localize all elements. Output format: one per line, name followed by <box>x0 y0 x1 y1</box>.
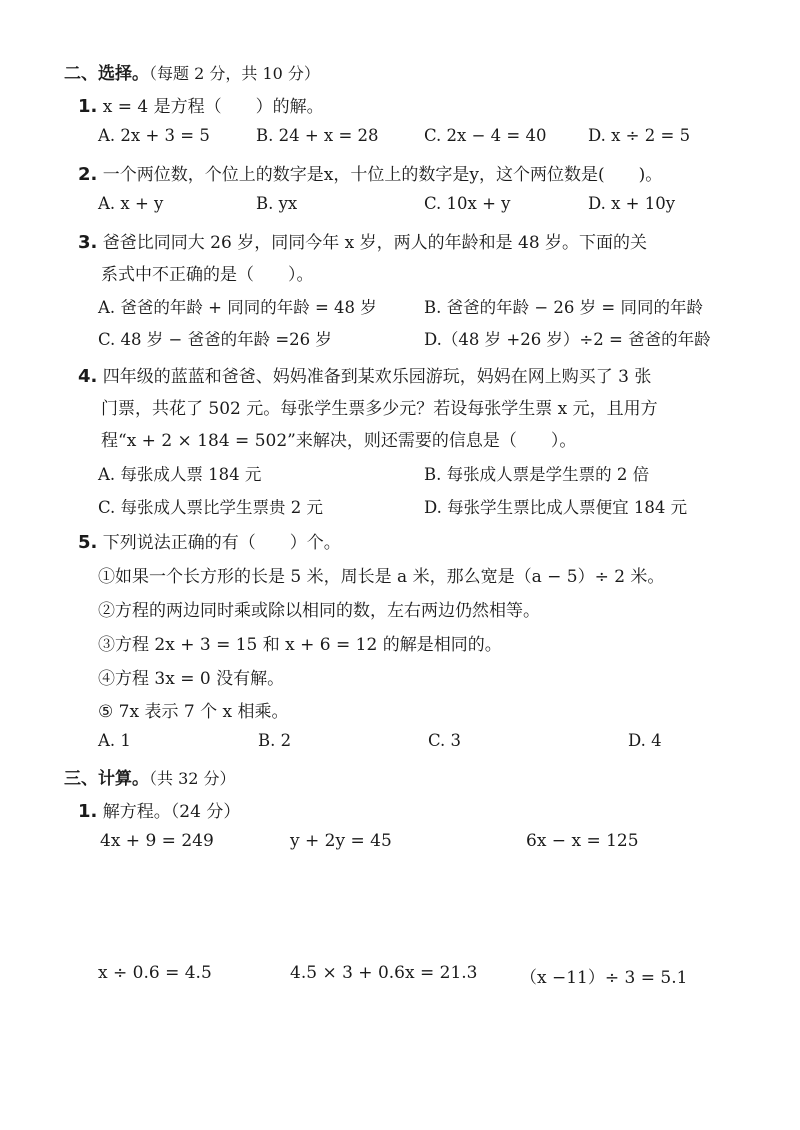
question-number: 3. <box>78 232 98 253</box>
question-number: 1. <box>78 801 98 822</box>
statement-2: ②方程的两边同时乘或除以相同的数，左右两边仍然相等。 <box>98 601 540 621</box>
option-a: A. 爸爸的年龄 + 同同的年龄 = 48 岁 <box>98 298 377 317</box>
section-3-header <box>64 764 236 789</box>
question-text: 一个两位数，个位上的数字是x，十位上的数字是y，这个两位数是( )。 <box>102 165 663 185</box>
option-d: D. 4 <box>628 731 662 750</box>
option-c: C. 2x − 4 = 40 <box>424 126 547 145</box>
option-a: A. x + y <box>98 194 164 213</box>
option-b: B. 每张成人票是学生票的 2 倍 <box>424 465 650 484</box>
question-text-continued: 系式中不正确的是（ ）。 <box>101 265 314 285</box>
equation-5: 4.5 × 3 + 0.6x = 21.3 <box>290 963 478 983</box>
question-2 <box>78 160 662 185</box>
question-text: x = 4 是方程（ ）的解。 <box>102 97 324 117</box>
statement-5: ⑤ 7x 表示 7 个 x 相乘。 <box>98 702 289 722</box>
option-b: B. 2 <box>258 731 292 750</box>
question-text-continued: 程“x + 2 × 184 = 502”来解决，则还需要的信息是（ ）。 <box>101 431 577 451</box>
section-2-title: 二、选择。 <box>64 64 149 84</box>
option-a: A. 1 <box>98 731 131 750</box>
question-title: 解方程。 <box>102 802 171 822</box>
question-1 <box>78 92 324 117</box>
option-c: C. 48 岁 − 爸爸的年龄 =26 岁 <box>98 330 332 349</box>
question-4 <box>78 362 651 387</box>
question-number: 2. <box>78 164 98 185</box>
question-5 <box>78 528 341 553</box>
equation-4: x ÷ 0.6 = 4.5 <box>98 963 212 983</box>
question-3 <box>78 228 647 253</box>
option-a: A. 2x + 3 = 5 <box>98 126 210 145</box>
equation-6: （x −11）÷ 3 = 5.1 <box>520 968 688 988</box>
equation-2: y + 2y = 45 <box>290 831 392 851</box>
question-text-continued: 门票，共花了 502 元。每张学生票多少元？若设每张学生票 x 元，且用方 <box>101 399 658 419</box>
option-b: B. 爸爸的年龄 − 26 岁 = 同同的年龄 <box>424 298 703 317</box>
option-c: C. 10x + y <box>424 194 511 213</box>
option-a: A. 每张成人票 184 元 <box>98 465 262 484</box>
option-b: B. yx <box>256 194 298 213</box>
option-c: C. 每张成人票比学生票贵 2 元 <box>98 498 324 517</box>
section-3-note: （共 32 分） <box>149 769 236 788</box>
equation-1: 4x + 9 = 249 <box>100 831 214 851</box>
statement-4: ④方程 3x = 0 没有解。 <box>98 669 285 689</box>
question-text: 四年级的蓝蓝和爸爸、妈妈准备到某欢乐园游玩，妈妈在网上购买了 3 张 <box>102 367 652 387</box>
section-3-title: 三、计算。 <box>64 769 149 789</box>
question-note: （24 分） <box>170 802 241 822</box>
section-2-note: （每题 2 分，共 10 分） <box>149 64 320 83</box>
option-d: D.（48 岁 +26 岁）÷2 = 爸爸的年龄 <box>424 330 711 349</box>
option-c: C. 3 <box>428 731 462 750</box>
option-d: D. x + 10y <box>588 194 676 213</box>
option-b: B. 24 + x = 28 <box>256 126 379 145</box>
question-number: 1. <box>78 96 98 117</box>
question-text: 爸爸比同同大 26 岁，同同今年 x 岁，两人的年龄和是 48 岁。下面的关 <box>102 233 648 253</box>
question-text: 下列说法正确的有（ ）个。 <box>102 533 341 553</box>
option-d: D. 每张学生票比成人票便宜 184 元 <box>424 498 688 517</box>
section-2-header <box>64 59 320 84</box>
calc-question-1 <box>78 797 240 822</box>
statement-3: ③方程 2x + 3 = 15 和 x + 6 = 12 的解是相同的。 <box>98 635 502 655</box>
question-number: 5. <box>78 532 98 553</box>
question-number: 4. <box>78 366 98 387</box>
option-d: D. x ÷ 2 = 5 <box>588 126 691 145</box>
statement-1: ①如果一个长方形的长是 5 米，周长是 a 米，那么宽是（a − 5）÷ 2 米。 <box>98 567 665 587</box>
equation-3: 6x − x = 125 <box>526 831 639 851</box>
